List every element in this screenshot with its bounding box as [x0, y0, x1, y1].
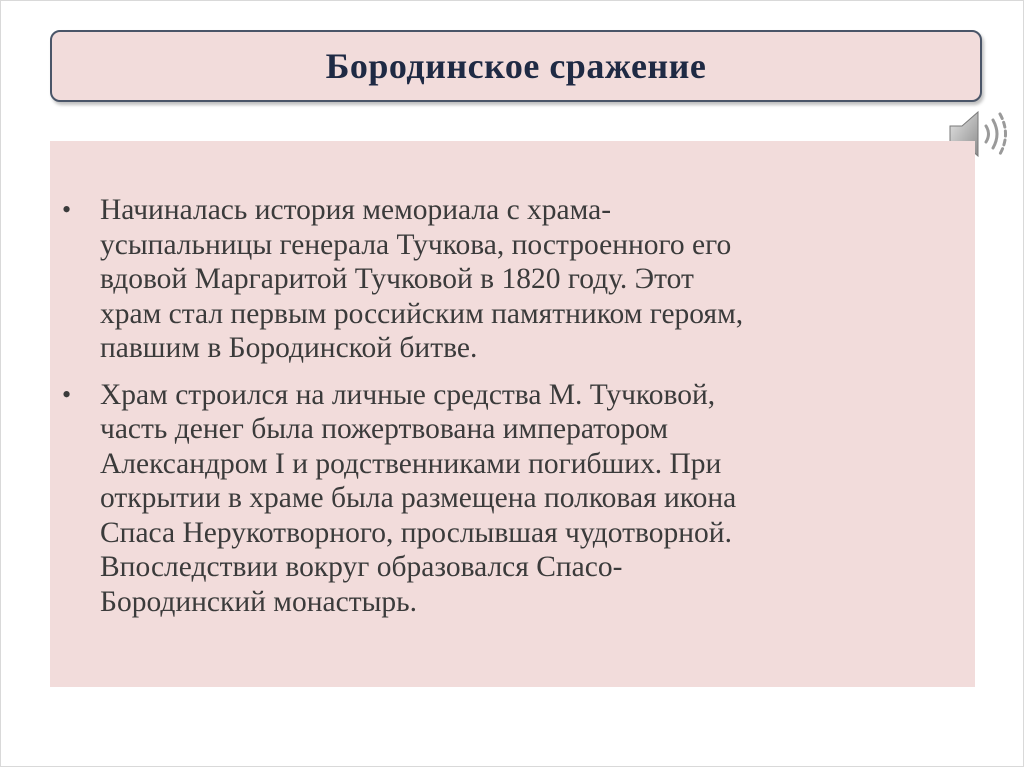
bullet-line: усыпальницы генерала Тучкова, построенного его — [100, 228, 732, 261]
bullet-symbol: • — [62, 195, 72, 224]
bullet-line: Александром I и родственниками погибших. При — [100, 447, 722, 480]
bullet-line: павшим в Бородинской битве. — [100, 332, 478, 364]
bullet-line: Храм строился на личные средства М. Тучковой, — [100, 378, 716, 411]
bullet-line: Спаса Нерукотворного, прослывшая чудотворной. — [100, 516, 732, 549]
bullet-line: Впоследствии вокруг образовался Спасо- — [100, 551, 623, 583]
bullet-line: Начиналась история мемориала с храма- — [100, 194, 612, 226]
content-box — [50, 141, 975, 687]
bullet-line: Бородинский монастырь. — [100, 585, 417, 618]
bullet-line: храм стал первым российским памятником героям, — [100, 297, 744, 330]
bullet-item — [50, 193, 930, 366]
bullet-list — [50, 193, 930, 631]
bullet-symbol: • — [62, 379, 72, 409]
title-box — [50, 30, 982, 102]
slide-title: Бородинское сражение — [325, 46, 707, 86]
bullet-line: открытии в храме была размещена полковая икона — [100, 482, 737, 514]
bullet-line: часть денег была пожертвована императором — [100, 413, 669, 445]
bullet-item — [50, 378, 930, 620]
bullet-line: вдовой Маргаритой Тучковой в 1820 году. Этот — [100, 263, 694, 295]
